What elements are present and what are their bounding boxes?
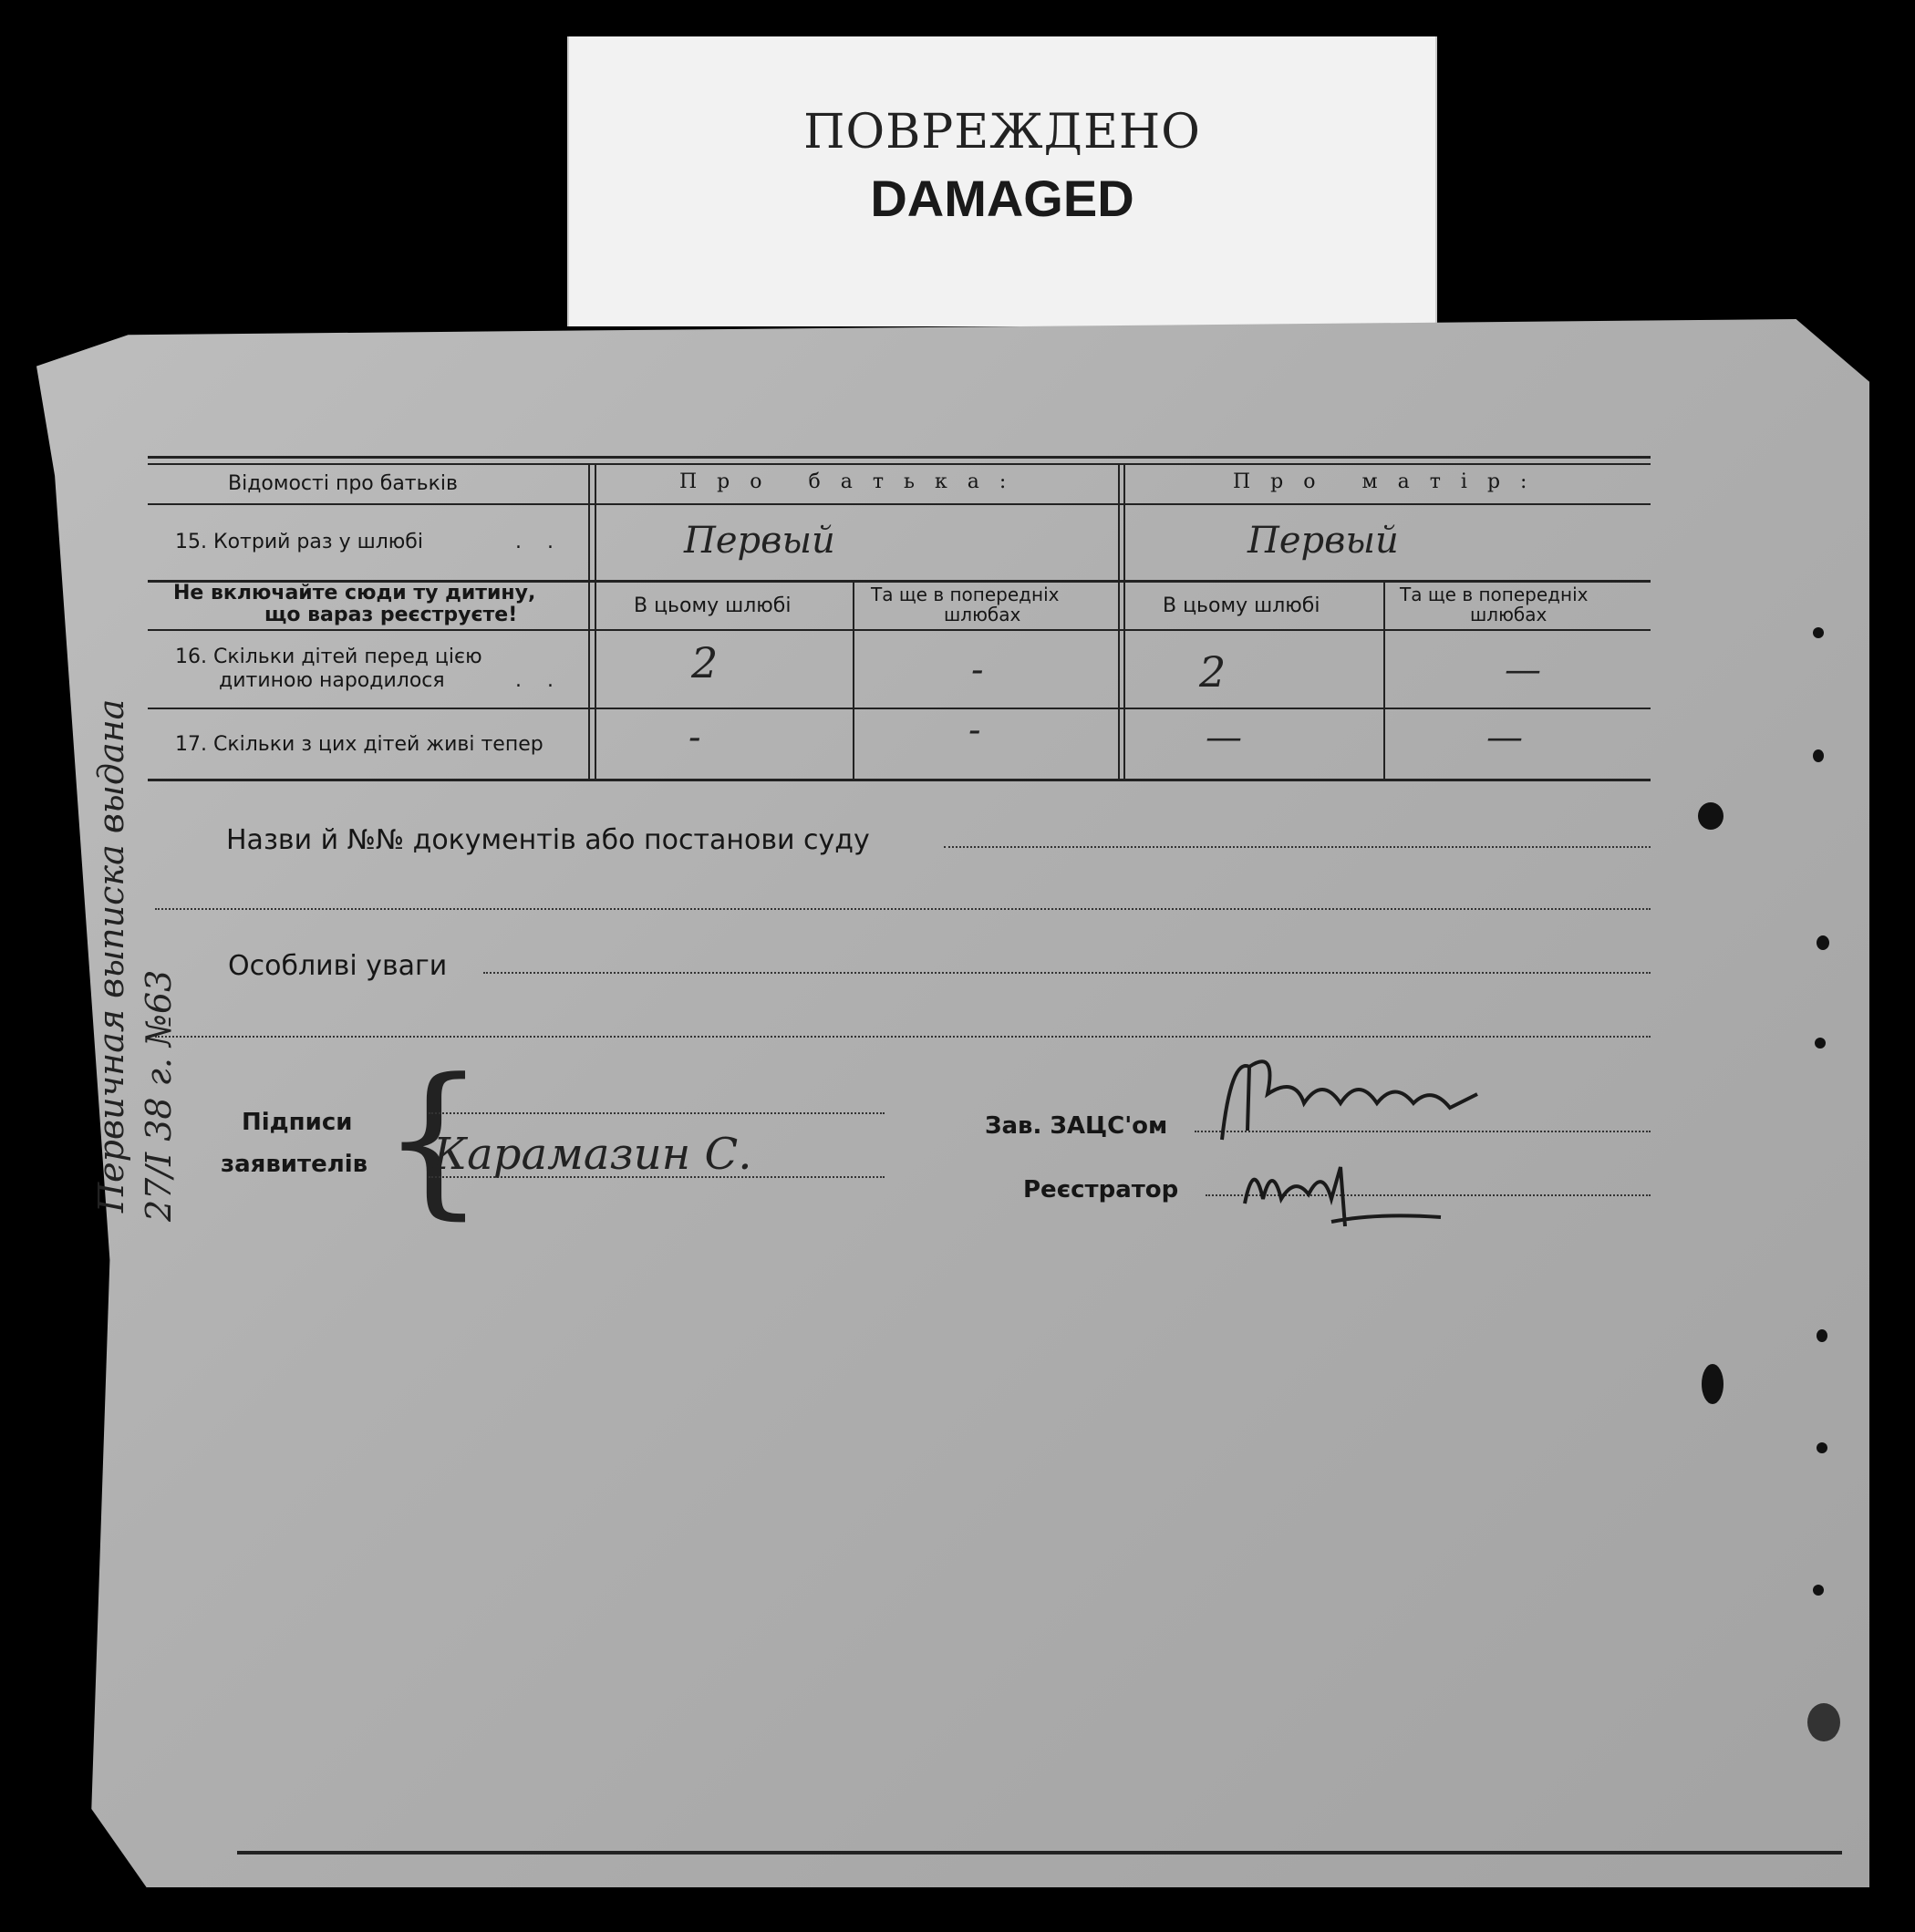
applicants-label-2: заявителів — [221, 1151, 368, 1178]
table-rule — [148, 463, 1651, 465]
row16-father-prev: - — [971, 649, 984, 691]
damaged-label-ru: ПОВРЕЖДЕНО — [803, 105, 1201, 160]
head-signature — [1213, 1039, 1486, 1158]
table-rule — [148, 708, 1651, 709]
exclude-note-line2: що вараз реєструєте! — [264, 604, 518, 626]
damaged-label-card — [567, 36, 1437, 326]
row17-father-this: - — [688, 717, 701, 759]
row16-mother-this: 2 — [1199, 647, 1227, 697]
sub-this-marriage-father: В цьому шлюбі — [634, 594, 792, 617]
table-rule — [148, 629, 1651, 631]
row15-dots: . . — [515, 531, 554, 553]
punch-hole — [1817, 1442, 1827, 1453]
row17-mother-this: — — [1206, 717, 1242, 759]
sub-prev-marriage-father-2: шлюбах — [944, 604, 1021, 625]
punch-hole — [1817, 1329, 1827, 1342]
row16-mother-prev: — — [1505, 649, 1541, 691]
row16-dots: . . — [515, 669, 554, 692]
table-rule — [1118, 463, 1120, 779]
registrar-label: Реєстратор — [1023, 1176, 1179, 1204]
sub-prev-marriage-father-1: Та ще в попередніх — [871, 584, 1060, 605]
registrar-signature — [1240, 1149, 1459, 1231]
table-rule — [148, 503, 1651, 505]
special-notes-field-line2 — [155, 1036, 1651, 1038]
special-notes-field — [483, 972, 1651, 974]
table-rule — [148, 779, 1651, 781]
sub-prev-marriage-mother-2: шлюбах — [1470, 604, 1548, 625]
punch-hole — [1815, 1038, 1826, 1049]
table-rule — [853, 580, 854, 779]
row17-label: 17. Скільки з цих дітей живі тепер — [175, 733, 543, 756]
punch-hole — [1813, 1585, 1824, 1596]
punch-hole — [1807, 1703, 1840, 1741]
punch-hole — [1817, 935, 1829, 950]
row17-father-prev: - — [968, 709, 981, 751]
applicant-signature: Карамазин С. — [433, 1129, 752, 1180]
document-sheet — [36, 319, 1869, 1887]
punch-hole — [1698, 802, 1724, 830]
sheet-bottom-rule — [237, 1851, 1842, 1855]
punch-hole — [1702, 1364, 1724, 1404]
row15-mother-value: Первый — [1247, 520, 1399, 562]
margin-note-line2: 27/I 38 г. №63 — [139, 969, 179, 1222]
header-about-mother: Про матір: — [1233, 470, 1548, 493]
documents-field — [944, 846, 1651, 848]
margin-note-line1: Первичная выписка выдана — [91, 698, 131, 1213]
sub-this-marriage-mother: В цьому шлюбі — [1163, 594, 1320, 617]
applicants-label-1: Підписи — [242, 1109, 353, 1136]
table-rule — [148, 456, 1651, 459]
applicants-brace: { — [381, 1044, 486, 1235]
sub-prev-marriage-mother-1: Та ще в попередніх — [1400, 584, 1589, 605]
row16-father-this: 2 — [691, 638, 719, 687]
exclude-note-line1: Не включайте сюди ту дитину, — [173, 582, 536, 604]
header-parents-info: Відомості про батьків — [228, 472, 458, 495]
documents-field-line2 — [155, 908, 1651, 910]
row17-mother-prev: — — [1486, 717, 1523, 759]
documents-label: Назви й №№ документів або постанови суду — [226, 824, 870, 856]
head-of-registry-label: Зав. ЗАЦС'ом — [985, 1112, 1168, 1140]
row15-father-value: Первый — [684, 520, 835, 562]
row16-label-line2: дитиною народилося — [219, 669, 445, 692]
table-rule — [588, 463, 590, 779]
row15-label: 15. Котрий раз у шлюбі — [175, 531, 423, 553]
punch-hole — [1813, 627, 1824, 638]
table-rule — [1123, 463, 1125, 779]
special-notes-label: Особливі уваги — [228, 950, 448, 982]
table-rule — [1383, 580, 1385, 779]
applicant-signature-line — [429, 1112, 885, 1114]
table-rule — [595, 463, 596, 779]
damaged-label-en: DAMAGED — [870, 170, 1134, 227]
row16-label-line1: 16. Скільки дітей перед цією — [175, 646, 482, 668]
punch-hole — [1813, 749, 1824, 762]
header-about-father: Про батька: — [679, 470, 1027, 493]
